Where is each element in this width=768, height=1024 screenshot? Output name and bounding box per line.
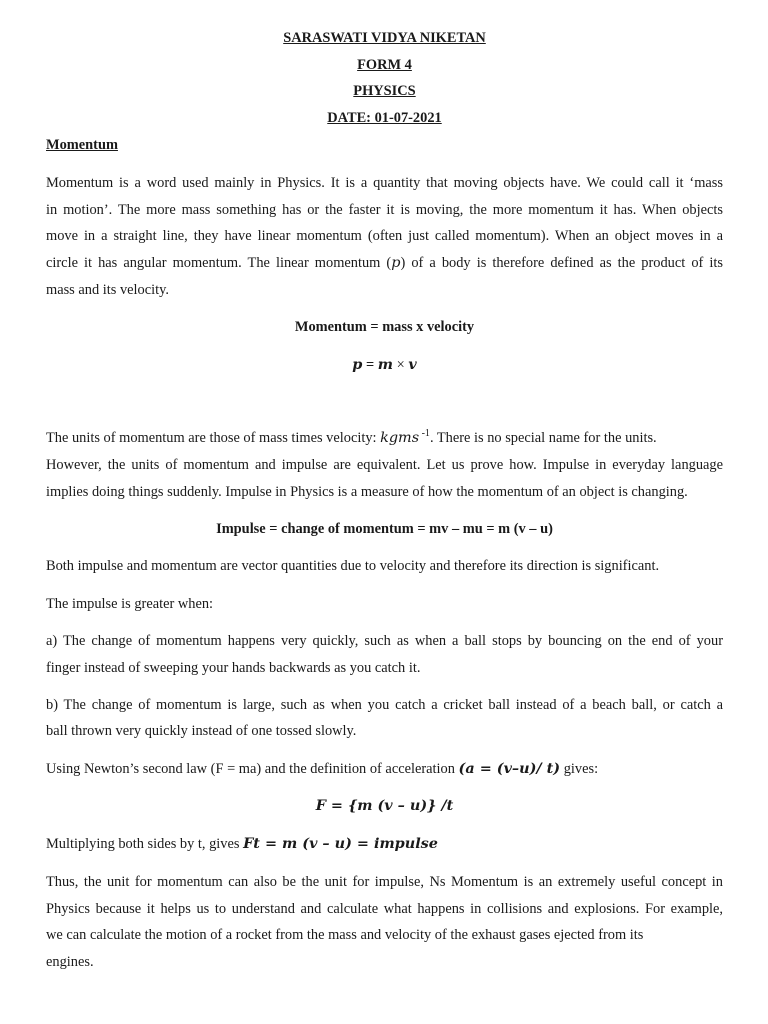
momentum-formula-symbols	[46, 355, 723, 375]
text-segment: ) of a body is therefore defined as the product of its	[400, 255, 723, 271]
section-title: Momentum	[46, 137, 118, 153]
symbol-p: p	[352, 356, 363, 373]
list-item-line: a) The change of momentum happens very quickly, such as when a ball stops by bouncing on the end of your	[46, 633, 723, 649]
paragraph-line: mass and its velocity.	[46, 282, 169, 298]
paragraph-line: we can calculate the motion of a rocket from the mass and velocity of the exhaust gases ejected from its	[46, 927, 644, 943]
symbol-v: v	[408, 356, 417, 373]
text-segment: Using Newton’s second law (F = ma) and the definition of acceleration	[46, 761, 459, 777]
text-segment: gives:	[560, 761, 599, 777]
form-level: FORM 4	[357, 57, 412, 73]
symbol-equals: =	[362, 357, 378, 373]
momentum-formula-words: Momentum = mass x velocity	[294, 319, 475, 335]
acceleration-definition: (a = (v–u)/ t)	[458, 760, 561, 777]
text-segment: Multiplying both sides by t, gives	[46, 836, 244, 852]
paragraph-line: However, the units of momentum and impulse are equivalent. Let us prove how. Impulse in everyday language	[46, 457, 723, 473]
unit-exponent: -1	[419, 428, 430, 439]
paragraph-line	[46, 834, 438, 854]
text-segment: circle it has angular momentum. The linear momentum (	[46, 255, 392, 271]
text-segment: The units of momentum are those of mass times velocity:	[46, 430, 381, 446]
list-item-line: finger instead of sweeping your hands backwards as you catch it.	[46, 660, 421, 676]
paragraph-line: Thus, the unit for momentum can also be the unit for impulse, Ns Momentum is an extremely useful concept in	[46, 874, 723, 890]
paragraph-line: implies doing things suddenly. Impulse in Physics is a measure of how the momentum of an object is changing.	[46, 484, 688, 500]
paragraph-line	[46, 428, 657, 448]
list-item-line: ball thrown very quickly instead of one tossed slowly.	[46, 723, 357, 739]
paragraph-line: Both impulse and momentum are vector quantities due to velocity and therefore its direction is significant.	[46, 558, 660, 574]
paragraph-line: Momentum is a word used mainly in Physics. It is a quantity that moving objects have. We could call it ‘mass	[46, 175, 723, 191]
variable-p: p	[391, 255, 401, 271]
school-name: SARASWATI VIDYA NIKETAN	[283, 30, 486, 46]
paragraph-line: Physics because it helps us to understand and calculate what happens in collisions and explosions. For example,	[46, 901, 723, 917]
symbol-times: ×	[393, 357, 409, 373]
document-date: DATE: 01-07-2021	[327, 110, 442, 126]
paragraph-line: The impulse is greater when:	[46, 596, 214, 612]
symbol-m: m	[377, 356, 393, 373]
force-formula: F = {m (v – u)} /t	[315, 797, 454, 814]
paragraph-line: move in a straight line, they have linear momentum (often just called momentum). When an object moves in a	[46, 228, 723, 244]
paragraph-line	[46, 759, 598, 779]
paragraph-line: in motion’. The more mass something has or the faster it is moving, the more momentum it has. When objects	[46, 202, 723, 218]
impulse-formula: Impulse = change of momentum = mv – mu = m (v – u)	[216, 521, 553, 537]
unit-kgms: kgms	[380, 430, 420, 446]
text-segment: . There is no special name for the units.	[429, 430, 657, 446]
impulse-equation: Ft = m (v – u) = impulse	[243, 835, 438, 852]
paragraph-line: engines.	[46, 954, 94, 970]
document-page	[46, 0, 723, 1024]
list-item-line: b) The change of momentum is large, such as when you catch a cricket ball instead of a beach ball, or catch a	[46, 697, 723, 713]
subject-title: PHYSICS	[353, 83, 416, 99]
paragraph-line	[46, 253, 723, 273]
